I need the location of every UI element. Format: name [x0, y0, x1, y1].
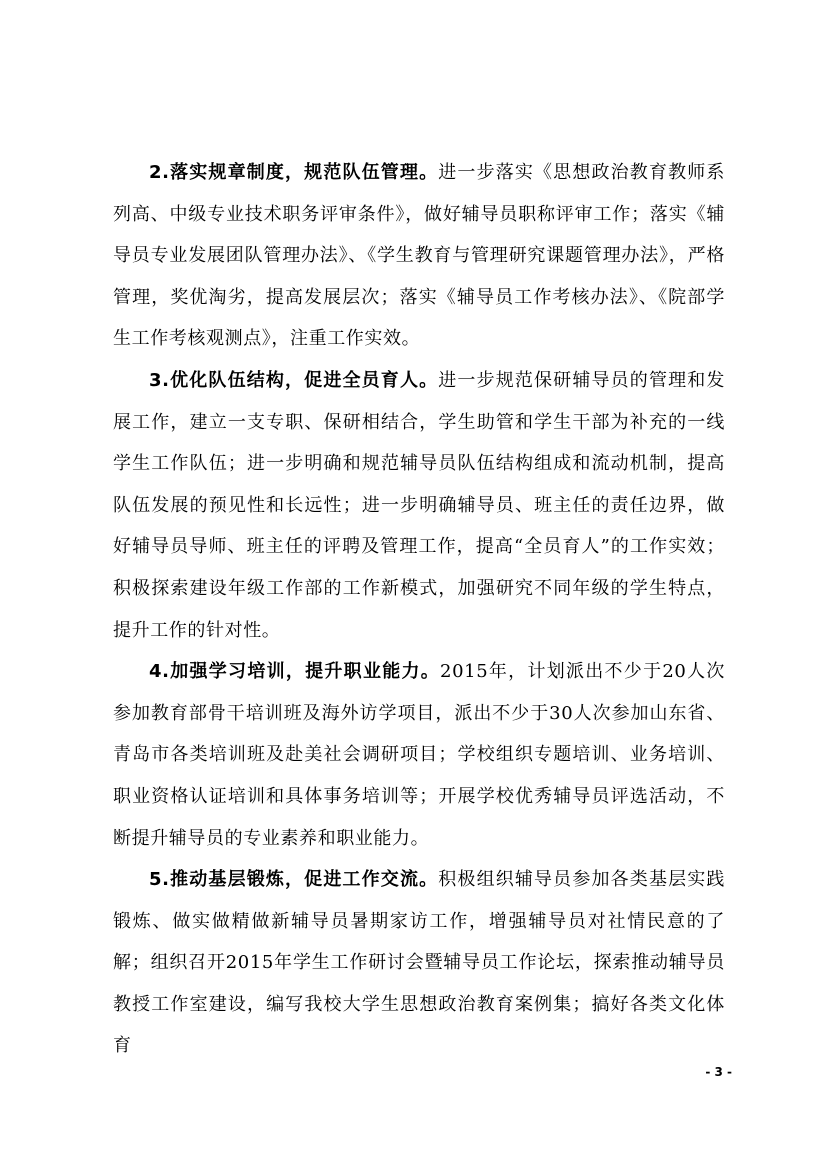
paragraph-2-heading: 2.落实规章制度，规范队伍管理。: [149, 162, 439, 183]
paragraph-5: [113, 859, 725, 1067]
paragraph-3-text: 进一步规范保研辅导员的管理和发展工作，建立一支专职、保研相结合，学生助管和学生干部为补充的一线学生工作队伍；进一步明确和规范辅导员队伍结构组成和流动机制，提高队伍发展的预见性和长远性；进一步明确辅导员、班主任的责任边界，做好辅导员导师、班主任的评聘及管理工作，提高“全员育人”的工作实效；积极探索建设年级工作部的工作新模式，加强研究不同年级的学生特点，提升工作的针对性。: [113, 369, 726, 641]
paragraph-4-heading: 4.加强学习培训，提升职业能力。: [149, 661, 441, 683]
paragraph-2: [113, 152, 725, 360]
page-number: - 3 -: [705, 1065, 732, 1079]
paragraph-3-heading: 3.优化队伍结构，促进全员育人。: [149, 369, 439, 391]
paragraph-5-text: 积极组织辅导员参加各类基层实践锻炼、做实做精做新辅导员暑期家访工作，增强辅导员对社情民意的了解；组织召开2015年学生工作研讨会暨辅导员工作论坛，探索推动辅导员教授工作室建设，编写我校大学生思想政治教育案例集；搞好各类文化体育: [113, 869, 726, 1057]
paragraph-4: [113, 651, 725, 859]
paragraph-2-text: 进一步落实《思想政治教育教师系列高、中级专业技术职务评审条件》，做好辅导员职称评审工作；落实《辅导员专业发展团队管理办法》、《学生教育与管理研究课题管理办法》，严格管理，奖优淘劣，提高发展层次；落实《辅导员工作考核办法》、《院部学生工作考核观测点》，注重工作实效。: [113, 162, 726, 350]
paragraph-4-text: 2015年，计划派出不少于20人次参加教育部骨干培训班及海外访学项目，派出不少于30人次参加山东省、青岛市各类培训班及赴美社会调研项目；学校组织专题培训、业务培训、职业资格认证培训和具体事务培训等；开展学校优秀辅导员评选活动，不断提升辅导员的专业素养和职业能力。: [113, 661, 725, 849]
document-body: [113, 152, 725, 1067]
paragraph-5-heading: 5.推动基层锻炼，促进工作交流。: [149, 869, 439, 891]
paragraph-3: [113, 360, 725, 651]
